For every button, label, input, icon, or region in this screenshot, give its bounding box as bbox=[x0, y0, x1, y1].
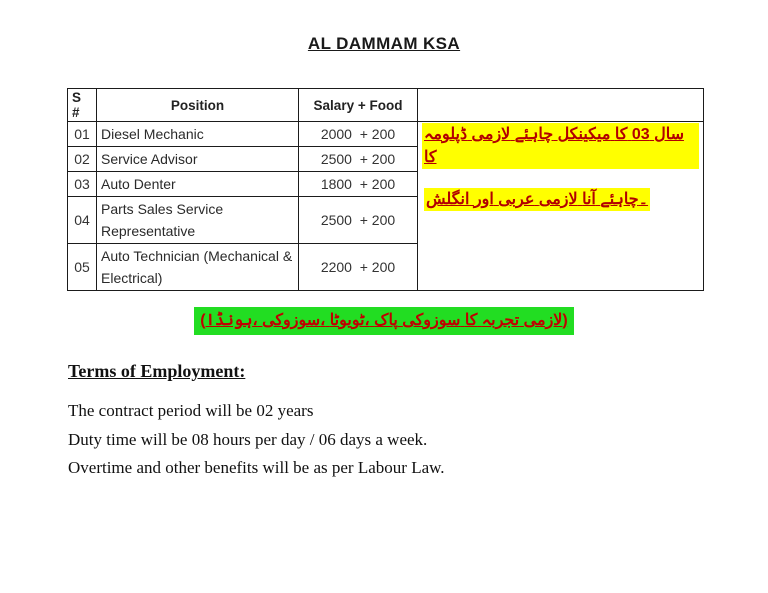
position-cell: Auto Denter bbox=[97, 172, 299, 197]
salary-cell: 2500 + 200 bbox=[299, 197, 418, 244]
terms-heading: Terms of Employment: bbox=[68, 361, 246, 381]
sn-cell: 02 bbox=[68, 147, 97, 172]
terms-line: Duty time will be 08 hours per day / 06 days a week. bbox=[68, 429, 428, 449]
col-header-notes bbox=[418, 89, 704, 122]
terms-body bbox=[68, 397, 445, 483]
position-cell: Auto Technician (Mechanical & Electrical) bbox=[97, 244, 299, 291]
positions-table bbox=[67, 88, 704, 291]
terms-line: Overtime and other benefits will be as per Labour Law. bbox=[68, 458, 445, 477]
position-cell: Diesel Mechanic bbox=[97, 122, 299, 147]
experience-note-text: (ہونڈا، سوزوکی، ٹویوٹا، پاک سوزوکی کا تجربہ لازمی) bbox=[194, 307, 574, 335]
experience-note bbox=[0, 307, 768, 335]
sn-cell: 04 bbox=[68, 197, 97, 244]
requirement-note-line-2: انگلش اور عربی لازمی آنا چاہئے۔ bbox=[424, 188, 650, 211]
salary-cell: 2000 + 200 bbox=[299, 122, 418, 147]
sn-cell: 05 bbox=[68, 244, 97, 291]
table-row bbox=[68, 122, 704, 147]
terms-line: The contract period will be 02 years bbox=[68, 401, 314, 420]
position-cell: Service Advisor bbox=[97, 147, 299, 172]
salary-cell: 1800 + 200 bbox=[299, 172, 418, 197]
document-title: AL DAMMAM KSA bbox=[307, 34, 461, 53]
sn-cell: 01 bbox=[68, 122, 97, 147]
requirement-note-line-1: ڈپلومہ لازمی چاہئے میکینکل کا 03 سال کا bbox=[422, 123, 699, 169]
requirement-note-row bbox=[422, 123, 699, 169]
table-header-row bbox=[68, 89, 704, 122]
col-header-salary: Salary + Food bbox=[299, 89, 418, 122]
col-header-position: Position bbox=[97, 89, 299, 122]
salary-cell: 2500 + 200 bbox=[299, 147, 418, 172]
sn-cell: 03 bbox=[68, 172, 97, 197]
salary-cell: 2200 + 200 bbox=[299, 244, 418, 291]
requirement-note-row bbox=[424, 188, 699, 211]
col-header-sn: S # bbox=[68, 89, 97, 122]
position-cell: Parts Sales Service Representative bbox=[97, 197, 299, 244]
requirements-note-cell bbox=[418, 122, 704, 291]
